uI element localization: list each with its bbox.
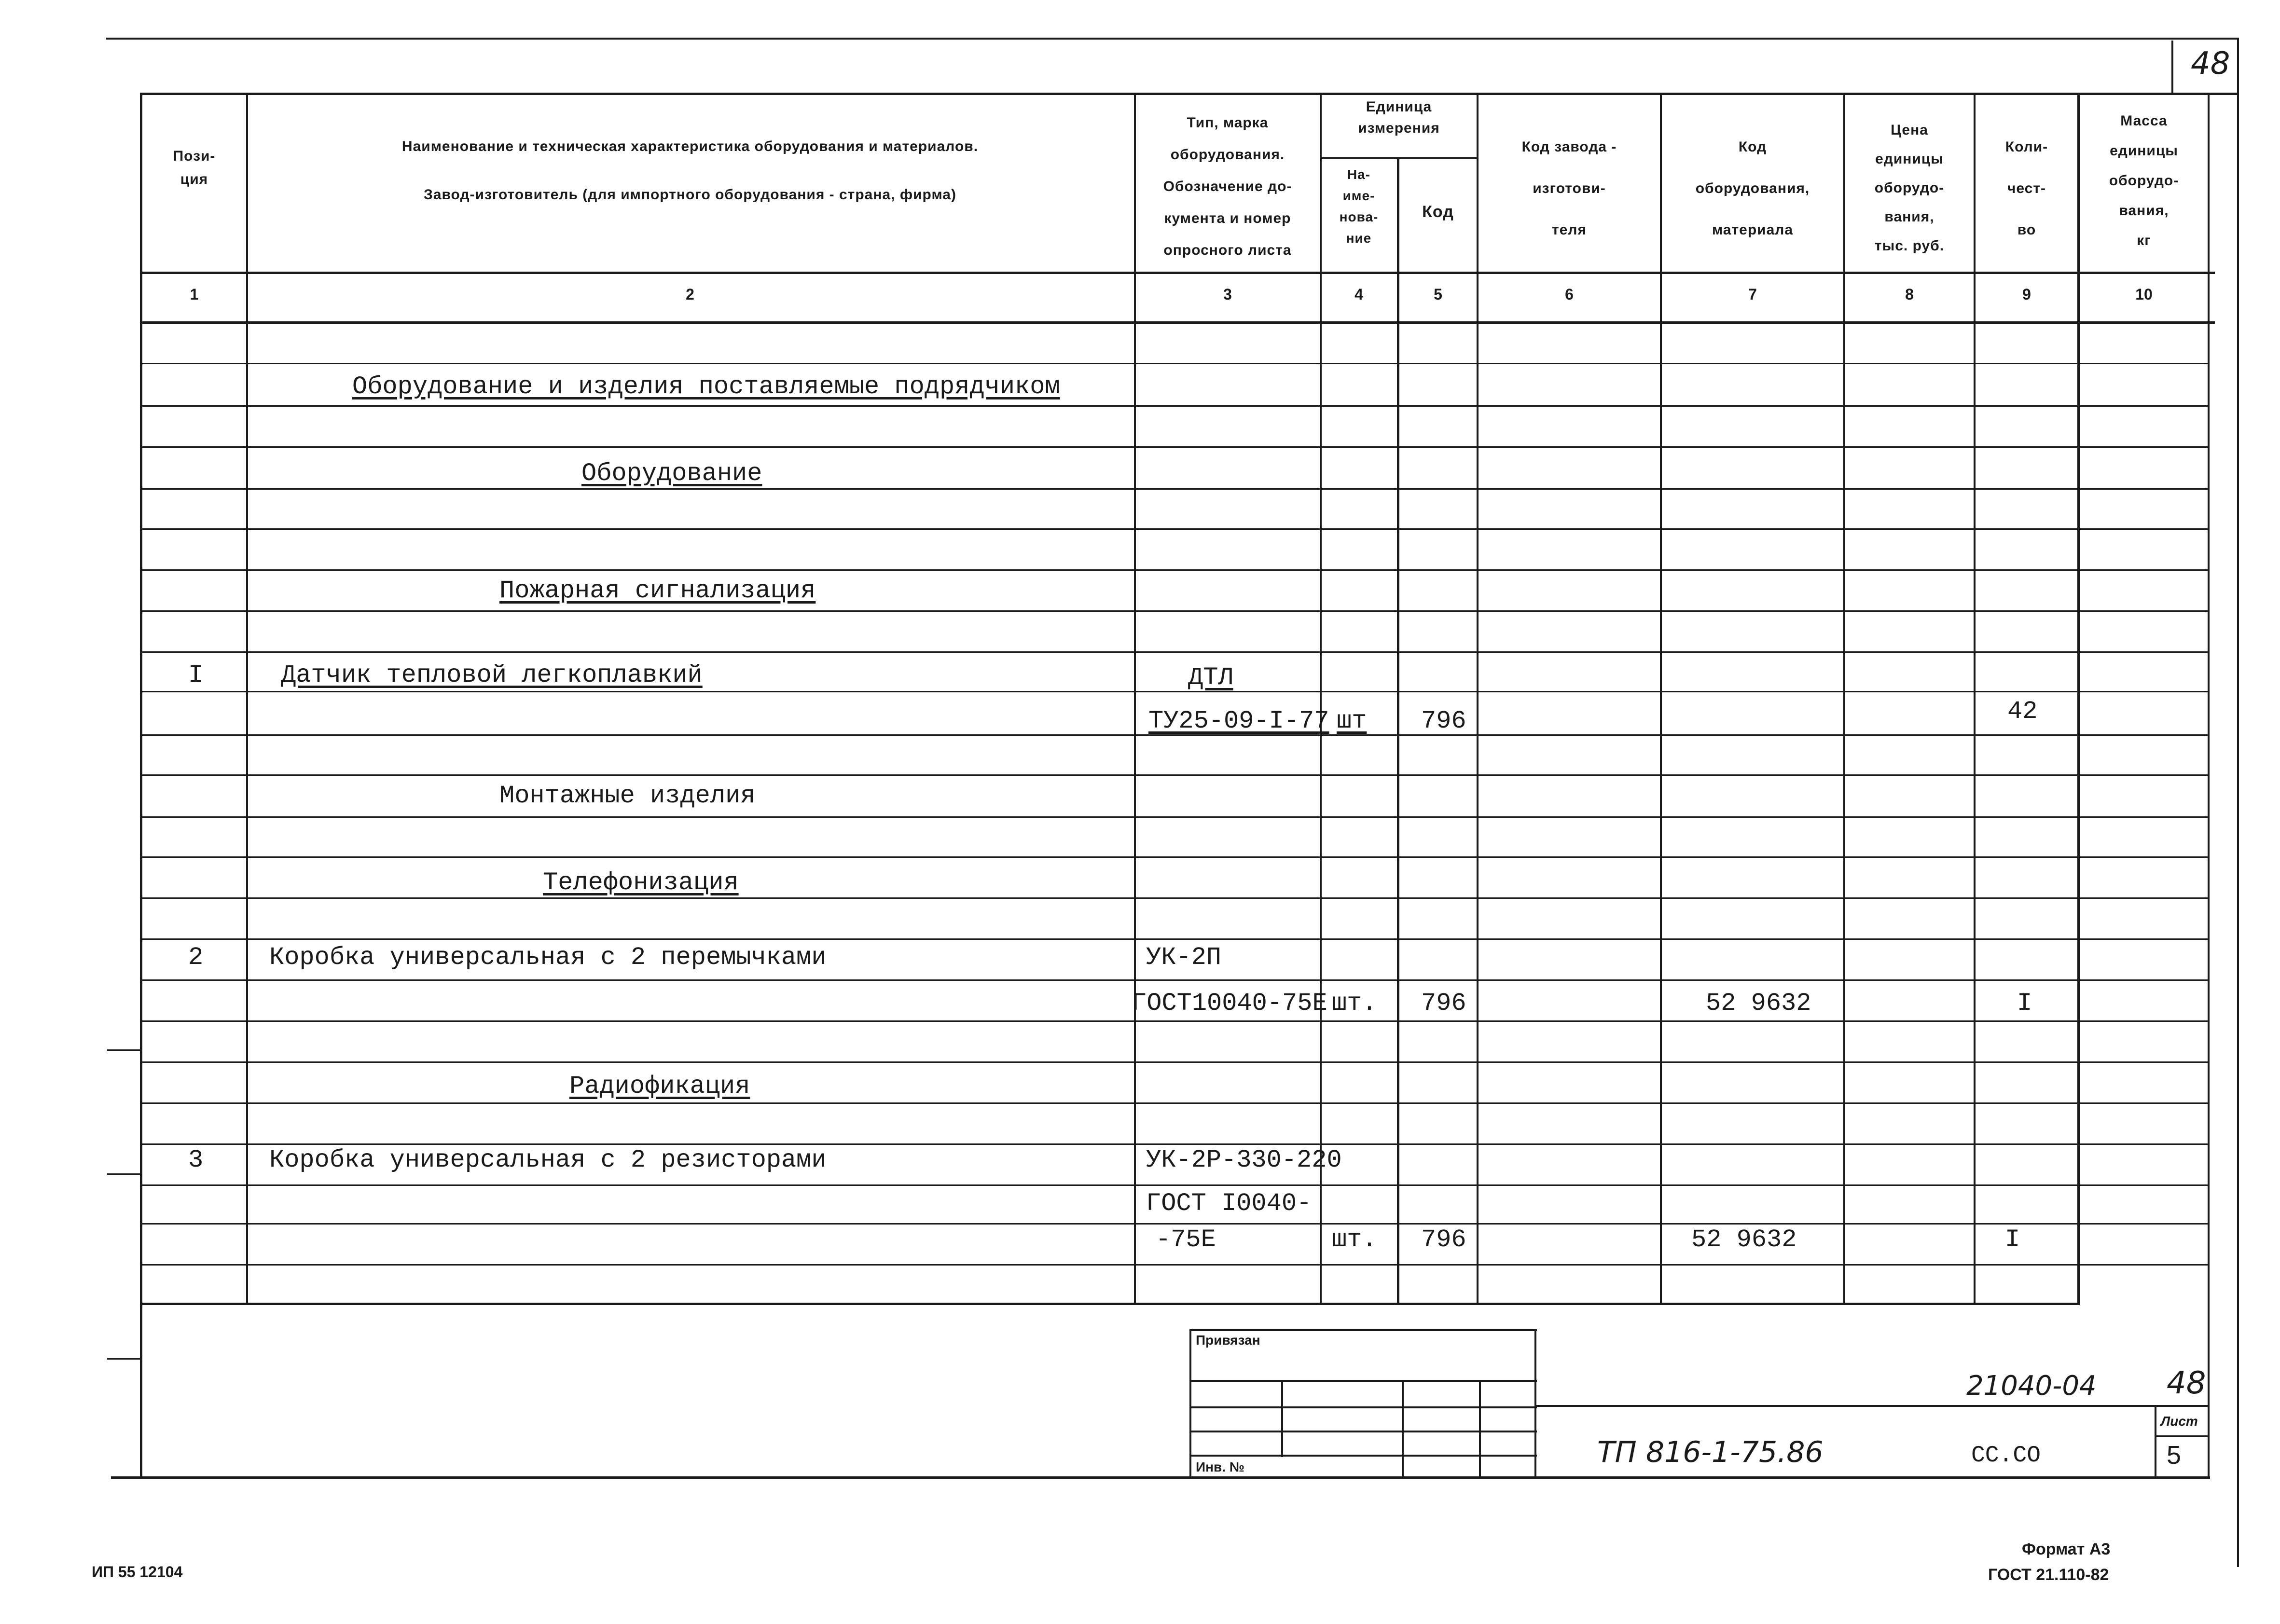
item3-position: 3 — [188, 1146, 204, 1174]
column-number: 5 — [1434, 286, 1442, 303]
col-line-4 — [1397, 159, 1399, 1304]
stamp-h3 — [1189, 1431, 1537, 1432]
table-right — [2208, 93, 2210, 1477]
header-price: Цена единицы оборудо- вания, тыс. руб. — [1874, 122, 1945, 254]
row-line — [141, 1143, 2209, 1145]
header-type: Тип, марка оборудования. Обозначение до- кумента и номер опросного листа — [1163, 115, 1292, 258]
section-radio: Радиофикация — [569, 1072, 750, 1101]
col-line-5 — [1477, 93, 1479, 1304]
row-line — [141, 856, 2209, 858]
col-line-7 — [1843, 93, 1845, 1304]
column-number: 2 — [686, 286, 694, 303]
row-line — [141, 446, 2209, 448]
col-line-6 — [1660, 93, 1662, 1304]
header-quantity: Коли- чест- во — [2005, 139, 2048, 238]
header-mass: Масса единицы оборудо- вания, кг — [2109, 113, 2179, 248]
stamp-h4 — [1189, 1455, 1537, 1457]
column-number: 1 — [190, 286, 199, 303]
col-line-3 — [1320, 93, 1322, 1304]
row-line — [141, 488, 2209, 490]
header-unit: Единица измерения — [1358, 99, 1440, 136]
item2-code: 796 — [1421, 989, 1466, 1018]
item3-unit: шт. — [1332, 1225, 1377, 1254]
row-line — [141, 1223, 2209, 1225]
sheet-value: 5 — [2167, 1441, 2182, 1470]
item3-code: 796 — [1421, 1225, 1466, 1254]
item1-name: Датчик тепловой легкоплавкий — [281, 661, 703, 689]
corner-box-left — [2171, 41, 2173, 94]
item1-unit: шт — [1337, 707, 1367, 735]
header-factory-code: Код завода - изготови- теля — [1521, 139, 1617, 238]
inv-label: Инв. № — [1196, 1459, 1245, 1474]
row-line — [141, 774, 2209, 776]
col-line-1 — [246, 93, 248, 1304]
row-line — [141, 569, 2209, 571]
item2-material-code: 52 9632 — [1706, 989, 1811, 1018]
footer-format: Формат А3 — [2022, 1540, 2111, 1558]
bound-label: Привязан — [1196, 1333, 1260, 1348]
item3-qty: I — [2005, 1225, 2020, 1254]
sheet-box-mid — [2155, 1435, 2209, 1437]
row-line — [141, 405, 2209, 407]
column-number: 10 — [2135, 286, 2153, 303]
stamp-v1 — [1281, 1380, 1283, 1457]
row-line — [141, 1102, 2209, 1104]
frame-top — [106, 38, 2239, 40]
item3-type: УК-2Р-330-220 — [1146, 1146, 1342, 1174]
doc-mark: СС.СО — [1971, 1443, 2041, 1469]
frame-right — [2237, 38, 2239, 1567]
row-line — [141, 363, 2209, 364]
item3-name: Коробка универсальная с 2 резисторами — [269, 1146, 827, 1174]
stamp-top — [1189, 1329, 1537, 1331]
section-contractor: Оборудование и изделия поставляемые подрядчиком — [352, 372, 1060, 401]
stamp-h1 — [1189, 1380, 1537, 1382]
item1-position: I — [188, 661, 204, 689]
row-line — [141, 1184, 2209, 1186]
footer-gost: ГОСТ 21.110-82 — [1988, 1566, 2109, 1584]
item2-qty: I — [2017, 989, 2032, 1018]
row-line — [141, 897, 2209, 899]
item2-unit: шт. — [1332, 989, 1377, 1018]
row-line — [141, 938, 2209, 940]
item1-qty: 42 — [2007, 697, 2038, 726]
section-phone: Телефонизация — [543, 868, 739, 897]
item3-doc1: ГОСТ I0040- — [1146, 1189, 1312, 1218]
row-line — [141, 1020, 2209, 1022]
numbers-bottom — [140, 321, 2215, 324]
row-line — [141, 979, 2209, 981]
unit-split-line — [1320, 157, 1479, 159]
stamp-v2 — [1402, 1380, 1404, 1479]
row-line — [141, 816, 2209, 818]
section-equipment: Оборудование — [581, 459, 762, 488]
sheet-number-hand: 48 — [2167, 1365, 2206, 1401]
project-code: ТП 816-1-75.86 — [1597, 1435, 1824, 1469]
header-unit-code: Код — [1422, 203, 1454, 221]
item1-type: ДТЛ — [1188, 663, 1233, 692]
stamp-right-h — [1536, 1405, 2210, 1407]
sheet-label: Лист — [2161, 1414, 2198, 1429]
section-mounting: Монтажные изделия — [499, 782, 756, 810]
left-margin-mark — [107, 1049, 141, 1051]
column-number: 8 — [1905, 286, 1914, 303]
item2-name: Коробка универсальная с 2 перемычками — [269, 943, 827, 972]
sheet-box-left — [2155, 1405, 2156, 1477]
col-line-2 — [1134, 93, 1136, 1304]
row-line — [141, 1061, 2209, 1063]
table-left — [140, 93, 142, 1477]
stamp-v3 — [1479, 1380, 1481, 1479]
item3-doc2: -75Е — [1156, 1225, 1216, 1254]
footer-left-code: ИП 55 12104 — [92, 1563, 183, 1581]
stamp-h2 — [1189, 1406, 1537, 1408]
header-material-code: Код оборудования, материала — [1695, 139, 1810, 238]
item1-code: 796 — [1421, 707, 1466, 735]
left-margin-mark — [107, 1358, 141, 1360]
column-number: 3 — [1223, 286, 1232, 303]
column-number: 7 — [1748, 286, 1757, 303]
body-bottom — [140, 1303, 2080, 1305]
row-line — [141, 691, 2209, 692]
column-number: 4 — [1354, 286, 1363, 303]
col-line-8 — [1974, 93, 1976, 1304]
section-fire-alarm: Пожарная сигнализация — [499, 577, 816, 605]
item2-position: 2 — [188, 943, 204, 972]
column-number: 6 — [1565, 286, 1574, 303]
row-line — [141, 610, 2209, 612]
row-line — [141, 651, 2209, 653]
item2-type: УК-2П — [1146, 943, 1222, 972]
table-bottom — [111, 1476, 2210, 1479]
item3-material-code: 52 9632 — [1691, 1225, 1797, 1254]
header-name-line1: Наименование и техническая характеристика оборудования и материалов. — [401, 138, 979, 154]
col-line-9 — [2077, 93, 2080, 1304]
header-position: Пози- ция — [173, 148, 216, 187]
header-name-line2: Завод-изготовитель (для импортного оборудования - страна, фирма) — [424, 187, 956, 203]
header-unit-name: На- име- нова- ние — [1339, 167, 1379, 246]
left-margin-mark — [107, 1173, 141, 1175]
item1-doc: ТУ25-09-I-77 — [1148, 707, 1329, 735]
header-bottom — [140, 272, 2215, 274]
row-line — [141, 528, 2209, 530]
item2-doc: ГОСТ10040-75Е — [1132, 989, 1327, 1018]
row-line — [141, 1264, 2209, 1266]
column-number: 9 — [2022, 286, 2031, 303]
table-top — [140, 93, 2239, 95]
doc-number: 21040-04 — [1966, 1370, 2097, 1402]
sheet-corner-number: 48 — [2191, 46, 2230, 82]
